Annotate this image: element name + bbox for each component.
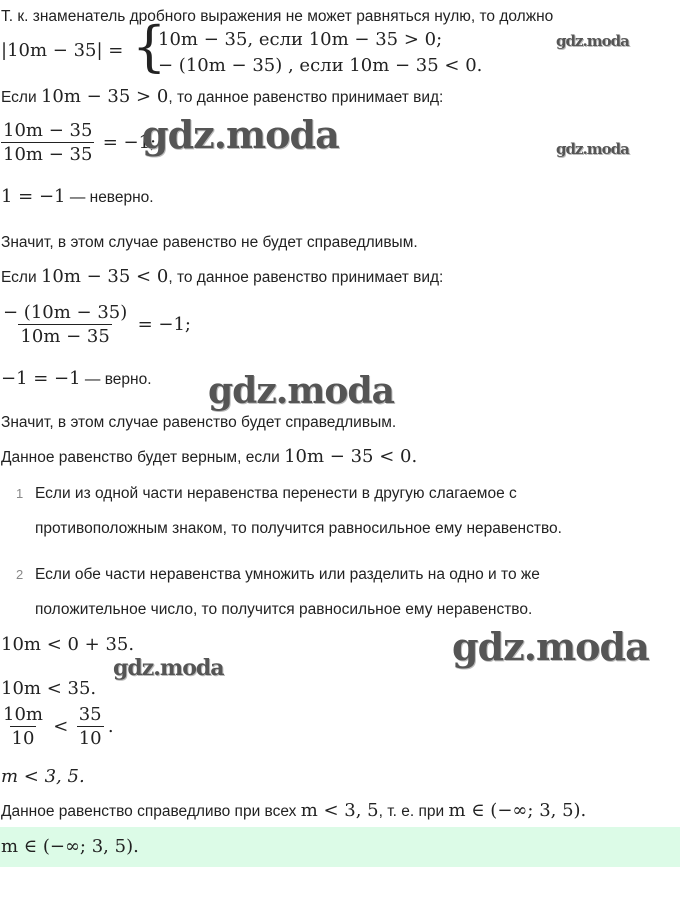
rule-2-line-2: положительное число, то получится равносильное ему неравенство. [35, 601, 533, 618]
fraction-2: $\frac{- (10m - 35)}{10m - 35}$ = −1; [3, 302, 191, 347]
rule-1-line-2: противоположным знаком, то получится равносильное ему неравенство. [35, 520, 562, 537]
watermark: gdz.moda [142, 112, 339, 157]
fraction-2-denominator: 10m − 35 [20, 326, 110, 347]
rule-1-number: 1 [16, 486, 24, 501]
brace-symbol: { [132, 15, 167, 78]
if-positive-line: Если 10m − 35 > 0, то данное равенство принимает вид: [1, 86, 444, 107]
if-negative-line: Если 10m − 35 < 0, то данное равенство принимает вид: [1, 266, 444, 287]
final-statement: Данное равенство справедливо при всех m < 3, 5, т. е. при m ∈ (−∞; 3, 5). [1, 800, 587, 821]
fraction-1-denominator: 10m − 35 [3, 144, 93, 165]
step-2: 10m < 35. [1, 678, 97, 699]
case-2: − (10m − 35) , если 10m − 35 < 0. [158, 55, 483, 76]
positive-result: 1 = −1 — неверно. [1, 186, 154, 207]
watermark: gdz.moda [452, 624, 649, 669]
negative-result: −1 = −1 — верно. [1, 368, 152, 389]
fraction-1-numerator: 10m − 35 [3, 120, 93, 141]
watermark: gdz.moda [556, 140, 629, 158]
rule-2-line-1: Если обе части неравенства умножить или разделить на одно и то же [35, 566, 540, 583]
watermark: gdz.moda [208, 370, 394, 412]
intro-text: Т. к. знаменатель дробного выражения не может равняться нулю, то должно [1, 8, 554, 25]
true-condition: Данное равенство будет верным, если 10m − 35 < 0. [1, 446, 418, 467]
rule-1-line-1: Если из одной части неравенства перенести в другую слагаемое с [35, 485, 517, 502]
step-3: $\frac{10m}{10}$ < $\frac{35}{10}$ . [3, 704, 114, 749]
answer-box [0, 827, 680, 867]
positive-conclusion: Значит, в этом случае равенство не будет справедливым. [1, 234, 418, 251]
watermark: gdz.moda [113, 655, 224, 681]
rule-2-number: 2 [16, 567, 24, 582]
fraction-1: $\frac{10m - 35}{10m - 35}$ = −1; [3, 120, 157, 165]
watermark: gdz.moda [556, 32, 629, 50]
step-1: 10m < 0 + 35. [1, 634, 135, 655]
answer-text: m ∈ (−∞; 3, 5). [1, 836, 139, 857]
negative-conclusion: Значит, в этом случае равенство будет справедливым. [1, 414, 397, 431]
abs-lhs: |10m − 35| = [1, 40, 124, 61]
fraction-2-numerator: − (10m − 35) [3, 302, 128, 323]
step-4: m < 3, 5. [1, 766, 85, 787]
case-1: 10m − 35, если 10m − 35 > 0; [158, 29, 443, 50]
